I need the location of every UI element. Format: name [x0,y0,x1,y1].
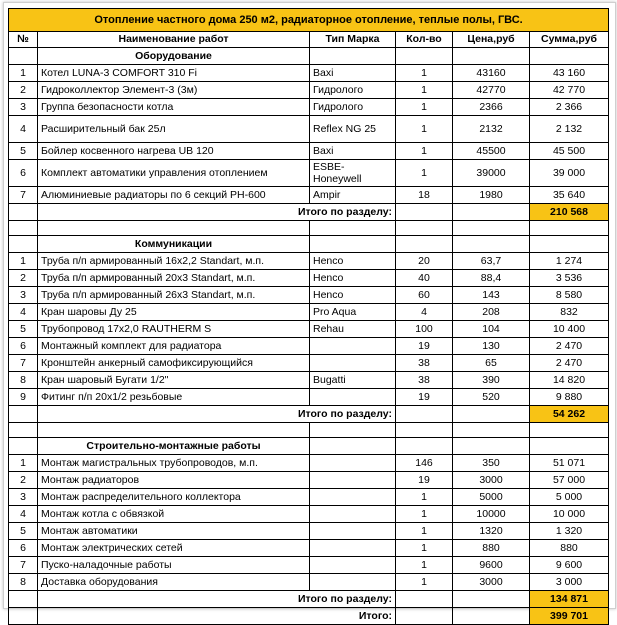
qty-cell: 1 [396,557,453,574]
section-total-value: 210 568 [530,204,609,221]
brand-cell [310,506,396,523]
section-header-row [9,236,609,253]
row-number: 6 [9,338,38,355]
work-name: Монтаж автоматики [38,523,310,540]
work-name: Гидроколлектор Элемент-3 (3м) [38,82,310,99]
work-name: Бойлер косвенного нагрева UB 120 [38,143,310,160]
spacer-row [9,423,609,438]
empty-cell [38,221,310,236]
qty-cell: 60 [396,287,453,304]
row-number: 1 [9,253,38,270]
price-cell: 880 [453,540,530,557]
table-row [9,65,609,82]
sum-cell: 5 000 [530,489,609,506]
table-row [9,523,609,540]
sum-cell: 880 [530,540,609,557]
row-number: 3 [9,99,38,116]
sum-cell: 43 160 [530,65,609,82]
work-name: Котел LUNA-3 COMFORT 310 Fi [38,65,310,82]
sum-cell: 9 880 [530,389,609,406]
work-name: Монтаж распределительного коллектора [38,489,310,506]
section-total-label: Итого по разделу: [38,204,396,221]
brand-cell: Гидролого [310,82,396,99]
price-cell: 130 [453,338,530,355]
header-sum: Сумма,руб [530,32,609,48]
empty-cell [530,236,609,253]
section-header-row [9,48,609,65]
work-name: Монтаж электрических сетей [38,540,310,557]
header-brand: Тип Марка [310,32,396,48]
qty-cell: 18 [396,187,453,204]
brand-cell: Rehau [310,321,396,338]
brand-cell: Гидролого [310,99,396,116]
work-name: Труба п/п армированный 16х2,2 Standart, м.п. [38,253,310,270]
table-row [9,253,609,270]
empty-cell [453,236,530,253]
work-name: Трубопровод 17х2,0 RAUTHERM S [38,321,310,338]
price-cell: 350 [453,455,530,472]
row-number: 2 [9,270,38,287]
sum-cell: 3 000 [530,574,609,591]
row-number: 8 [9,372,38,389]
work-name: Монтаж магистральных трубопроводов, м.п. [38,455,310,472]
empty-cell [310,236,396,253]
brand-cell [310,355,396,372]
empty-cell [453,48,530,65]
brand-cell: Pro Aqua [310,304,396,321]
price-cell: 2132 [453,116,530,143]
empty-cell [396,591,453,608]
sum-cell: 2 132 [530,116,609,143]
price-cell: 45500 [453,143,530,160]
table-row [9,160,609,187]
table-row [9,143,609,160]
brand-cell: Bugatti [310,372,396,389]
qty-cell: 4 [396,304,453,321]
sum-cell: 8 580 [530,287,609,304]
header-name: Наименование работ [38,32,310,48]
table-row [9,187,609,204]
header-row [9,32,609,48]
qty-cell: 19 [396,472,453,489]
header-price: Цена,руб [453,32,530,48]
work-name: Кран шаровый Бугати 1/2" [38,372,310,389]
work-name: Группа безопасности котла [38,99,310,116]
price-cell: 3000 [453,574,530,591]
qty-cell: 20 [396,253,453,270]
empty-cell [9,591,38,608]
sum-cell: 14 820 [530,372,609,389]
sum-cell: 1 320 [530,523,609,540]
empty-cell [310,423,396,438]
sum-cell: 9 600 [530,557,609,574]
table-row [9,82,609,99]
qty-cell: 1 [396,160,453,187]
empty-cell [530,221,609,236]
empty-cell [396,423,453,438]
brand-cell [310,338,396,355]
grand-total-label: Итого: [38,608,396,625]
row-number: 4 [9,506,38,523]
row-number: 2 [9,82,38,99]
table-row [9,99,609,116]
row-number: 4 [9,304,38,321]
header-qty: Кол-во [396,32,453,48]
brand-cell: Reflex NG 25 [310,116,396,143]
empty-cell [396,221,453,236]
qty-cell: 146 [396,455,453,472]
price-cell: 65 [453,355,530,372]
empty-cell [396,236,453,253]
sum-cell: 832 [530,304,609,321]
row-number: 6 [9,160,38,187]
empty-cell [9,204,38,221]
qty-cell: 1 [396,506,453,523]
empty-cell [9,438,38,455]
section-total-value: 54 262 [530,406,609,423]
table-row [9,540,609,557]
empty-cell [396,608,453,625]
row-number: 3 [9,287,38,304]
qty-cell: 19 [396,338,453,355]
work-name: Комплект автоматики управления отоплением [38,160,310,187]
empty-cell [9,236,38,253]
price-cell: 1980 [453,187,530,204]
row-number: 1 [9,65,38,82]
section-total-row [9,204,609,221]
section-header-row [9,438,609,455]
table-row [9,287,609,304]
table-row [9,270,609,287]
empty-cell [38,423,310,438]
row-number: 5 [9,523,38,540]
table-row [9,372,609,389]
brand-cell [310,472,396,489]
sum-cell: 10 000 [530,506,609,523]
qty-cell: 1 [396,143,453,160]
price-cell: 3000 [453,472,530,489]
row-number: 8 [9,574,38,591]
sum-cell: 3 536 [530,270,609,287]
qty-cell: 38 [396,355,453,372]
brand-cell: Henco [310,253,396,270]
empty-cell [310,438,396,455]
work-name: Монтажный комплект для радиатора [38,338,310,355]
sum-cell: 39 000 [530,160,609,187]
row-number: 5 [9,143,38,160]
price-cell: 1320 [453,523,530,540]
qty-cell: 1 [396,523,453,540]
work-name: Расширительный бак 25л [38,116,310,143]
section-title: Оборудование [38,48,310,65]
section-total-row [9,406,609,423]
price-cell: 88,4 [453,270,530,287]
brand-cell [310,557,396,574]
table-row [9,389,609,406]
price-cell: 5000 [453,489,530,506]
price-cell: 63,7 [453,253,530,270]
row-number: 7 [9,557,38,574]
qty-cell: 100 [396,321,453,338]
row-number: 6 [9,540,38,557]
price-cell: 9600 [453,557,530,574]
section-total-label: Итого по разделу: [38,591,396,608]
brand-cell [310,574,396,591]
row-number: 7 [9,355,38,372]
sum-cell: 2 366 [530,99,609,116]
empty-cell [453,438,530,455]
qty-cell: 40 [396,270,453,287]
price-cell: 208 [453,304,530,321]
qty-cell: 1 [396,489,453,506]
brand-cell: Henco [310,287,396,304]
empty-cell [530,423,609,438]
work-name: Труба п/п армированный 26х3 Standart, м.п. [38,287,310,304]
brand-cell: Ampir [310,187,396,204]
empty-cell [453,406,530,423]
row-number: 4 [9,116,38,143]
empty-cell [453,221,530,236]
price-cell: 390 [453,372,530,389]
empty-cell [396,204,453,221]
brand-cell [310,455,396,472]
section-title: Строительно-монтажные работы [38,438,310,455]
empty-cell [9,423,38,438]
brand-cell [310,523,396,540]
price-cell: 42770 [453,82,530,99]
qty-cell: 1 [396,540,453,557]
row-number: 7 [9,187,38,204]
grand-total-row [9,608,609,625]
empty-cell [453,608,530,625]
title-row [9,9,609,32]
work-name: Монтаж радиаторов [38,472,310,489]
empty-cell [453,204,530,221]
empty-cell [396,438,453,455]
table-row [9,321,609,338]
brand-cell [310,389,396,406]
empty-cell [396,48,453,65]
brand-cell: ESBE-Honeywell [310,160,396,187]
row-number: 5 [9,321,38,338]
sum-cell: 42 770 [530,82,609,99]
spacer-row [9,221,609,236]
price-cell: 10000 [453,506,530,523]
page-title: Отопление частного дома 250 м2, радиаторное отопление, теплые полы, ГВС. [9,9,609,32]
work-name: Алюминиевые радиаторы по 6 секций РН-600 [38,187,310,204]
empty-cell [530,48,609,65]
work-name: Пуско-наладочные работы [38,557,310,574]
empty-cell [530,438,609,455]
brand-cell: Baxi [310,65,396,82]
brand-cell [310,489,396,506]
sum-cell: 2 470 [530,338,609,355]
price-cell: 143 [453,287,530,304]
price-cell: 43160 [453,65,530,82]
empty-cell [396,406,453,423]
qty-cell: 1 [396,82,453,99]
empty-cell [310,48,396,65]
qty-cell: 38 [396,372,453,389]
work-name: Монтаж котла с обвязкой [38,506,310,523]
sum-cell: 1 274 [530,253,609,270]
empty-cell [9,406,38,423]
price-cell: 520 [453,389,530,406]
table-row [9,472,609,489]
work-name: Фитинг п/п 20х1/2 резьбовые [38,389,310,406]
table-row [9,574,609,591]
qty-cell: 1 [396,65,453,82]
table-row [9,557,609,574]
table-row [9,506,609,523]
estimate-table [8,8,609,625]
row-number: 1 [9,455,38,472]
empty-cell [453,423,530,438]
table-row [9,355,609,372]
price-cell: 2366 [453,99,530,116]
work-name: Труба п/п армированный 20х3 Standart, м.п. [38,270,310,287]
table-row [9,489,609,506]
qty-cell: 1 [396,574,453,591]
table-row [9,116,609,143]
empty-cell [310,221,396,236]
section-title: Коммуникации [38,236,310,253]
sum-cell: 57 000 [530,472,609,489]
empty-cell [9,221,38,236]
table-row [9,455,609,472]
sum-cell: 51 071 [530,455,609,472]
section-total-row [9,591,609,608]
table-row [9,304,609,321]
sum-cell: 2 470 [530,355,609,372]
table-row [9,338,609,355]
brand-cell [310,540,396,557]
sum-cell: 45 500 [530,143,609,160]
qty-cell: 1 [396,116,453,143]
empty-cell [453,591,530,608]
row-number: 9 [9,389,38,406]
work-name: Кронштейн анкерный самофиксирующийся [38,355,310,372]
row-number: 2 [9,472,38,489]
price-cell: 104 [453,321,530,338]
section-total-value: 134 871 [530,591,609,608]
sum-cell: 10 400 [530,321,609,338]
qty-cell: 19 [396,389,453,406]
qty-cell: 1 [396,99,453,116]
work-name: Доставка оборудования [38,574,310,591]
row-number: 3 [9,489,38,506]
header-num: № [9,32,38,48]
work-name: Кран шаровы Ду 25 [38,304,310,321]
brand-cell: Henco [310,270,396,287]
grand-total-value: 399 701 [530,608,609,625]
empty-cell [9,48,38,65]
price-cell: 39000 [453,160,530,187]
empty-cell [9,608,38,625]
sum-cell: 35 640 [530,187,609,204]
brand-cell: Baxi [310,143,396,160]
section-total-label: Итого по разделу: [38,406,396,423]
